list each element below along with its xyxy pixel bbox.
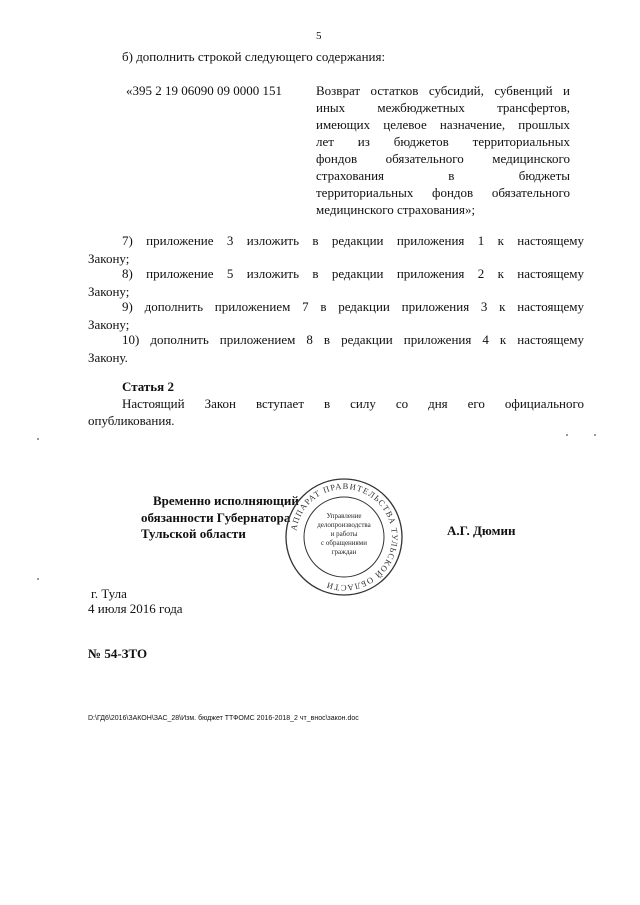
- file-path: D:\ГД6\2016\ЗАКОН\ЗАС_28\Изм. бюджет ТТФОМС 2016-2018_2 чт_внос\закон.doc: [88, 715, 359, 722]
- description-line: имеющих целевое назначение, прошлых: [316, 117, 570, 132]
- item-7-line1: 7) приложение 3 изложить в редакции приложения 1 к настоящему: [122, 233, 584, 248]
- item-8-line2: Закону;: [88, 284, 130, 299]
- item-b-text: б) дополнить строкой следующего содержания:: [122, 49, 386, 64]
- scan-speck: [594, 434, 596, 436]
- description-line: медицинского страхования»;: [316, 202, 476, 217]
- description-line: страхования в бюджеты: [316, 168, 570, 183]
- page-number: 5: [316, 30, 322, 42]
- law-number: № 54-ЗТО: [88, 646, 148, 661]
- item-9-line2: Закону;: [88, 317, 130, 332]
- description-line: территориальных фондов обязательного: [316, 185, 570, 200]
- signer-position-line3: Тульской области: [141, 526, 246, 541]
- official-stamp: [283, 476, 405, 598]
- item-9-line1: 9) дополнить приложением 7 в редакции приложения 3 к настоящему: [122, 299, 584, 314]
- stamp-line: и работы: [330, 530, 358, 538]
- signer-position-line1: Временно исполняющий: [153, 493, 299, 508]
- scan-speck: [37, 438, 39, 440]
- article-text-line1: Настоящий Закон вступает в силу со дня его официального: [122, 396, 584, 411]
- article-text-line2: опубликования.: [88, 413, 175, 428]
- description-line: иных межбюджетных трансфертов,: [316, 100, 570, 115]
- description-line: Возврат остатков субсидий, субвенций и: [316, 83, 570, 98]
- code-description: [316, 82, 570, 218]
- place: г. Тула: [91, 586, 127, 601]
- item-10-line1: 10) дополнить приложением 8 в редакции приложения 4 к настоящему: [122, 332, 584, 347]
- stamp-line: Управление: [326, 512, 362, 520]
- description-line: лет из бюджетов территориальных: [316, 134, 570, 149]
- stamp-line: граждан: [331, 548, 357, 556]
- date: 4 июля 2016 года: [88, 601, 183, 616]
- scan-speck: [566, 434, 568, 436]
- stamp-ring-text: АППАРАТ ПРАВИТЕЛЬСТВА ТУЛЬСКОЙ ОБЛАСТИ: [288, 480, 401, 594]
- article-title: Статья 2: [122, 379, 174, 394]
- description-line: фондов обязательного медицинского: [316, 151, 570, 166]
- signer-position-line2: обязанности Губернатора: [141, 510, 291, 525]
- item-8-line1: 8) приложение 5 изложить в редакции приложения 2 к настоящему: [122, 266, 584, 281]
- item-7-line2: Закону;: [88, 251, 130, 266]
- item-10-line2: Закону.: [88, 350, 128, 365]
- signer-name: А.Г. Дюмин: [447, 523, 516, 538]
- budget-code-cell: «395 2 19 06090 09 0000 151: [126, 83, 282, 98]
- stamp-line: делопроизводства: [317, 521, 371, 529]
- stamp-line: с обращениями: [321, 539, 367, 547]
- scan-speck: [37, 578, 39, 580]
